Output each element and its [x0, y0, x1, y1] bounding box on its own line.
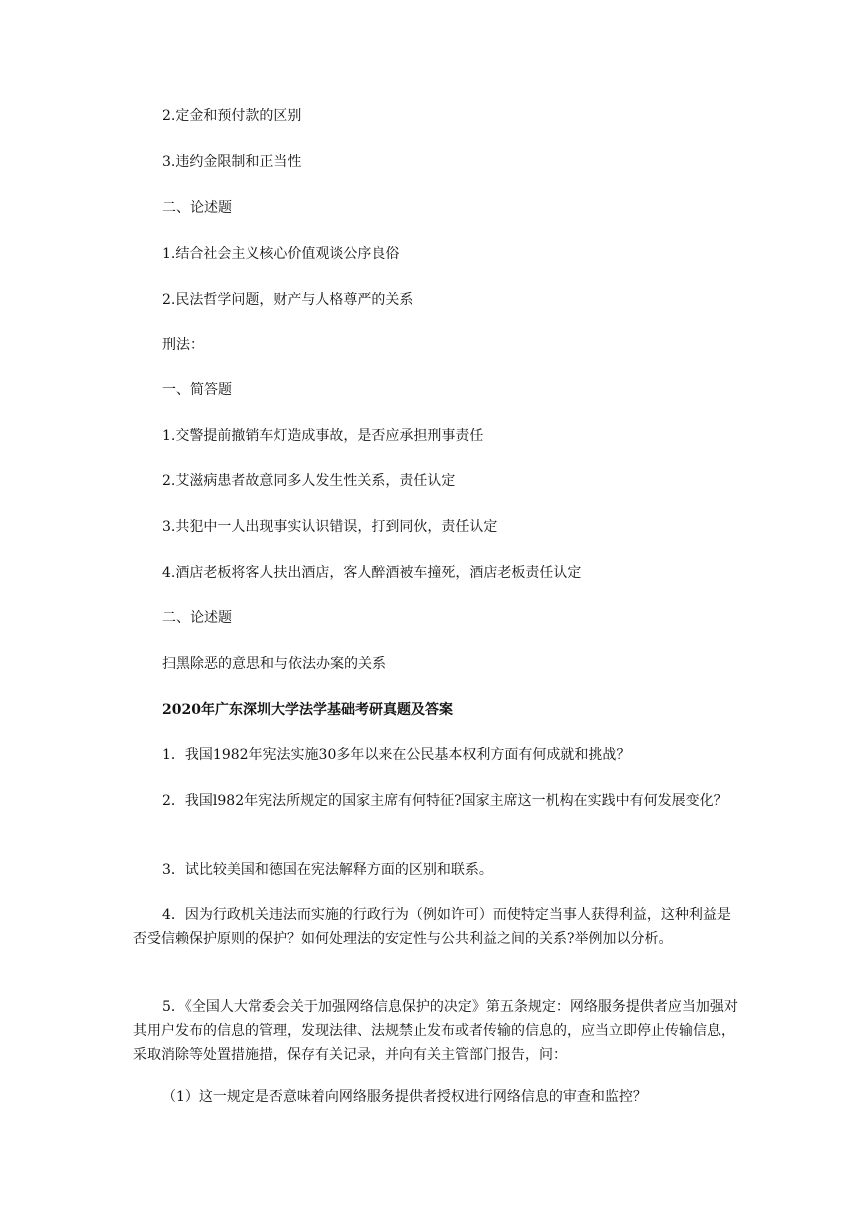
civil-law-essay-item-2: 2.民法哲学问题，财产与人格尊严的关系	[162, 292, 414, 308]
criminal-short-item-2: 2.艾滋病患者故意同多人发生性关系，责任认定	[162, 473, 456, 489]
criminal-short-heading: 一、简答题	[162, 382, 232, 398]
question-4: 4．因为行政机关违法而实施的行政行为（例如许可）而使特定当事人获得利益，这种利益是否受信赖保护原则的保护？如何处理法的安定性与公共利益之间的关系?举例加以分析。	[133, 907, 731, 947]
civil-law-item-2: 2.定金和预付款的区别	[162, 108, 302, 124]
question-5: 5．《全国人大常委会关于加强网络信息保护的决定》第五条规定：网络服务提供者应当加强对其用户发布的信息的管理，发现法律、法规禁止发布或者传输的信息的，应当立即停止传输信息，采取消除等处置措施措，保存有关记录，并向有关主管部门报告，问：	[133, 999, 738, 1063]
civil-law-essay-heading: 二、论述题	[162, 200, 232, 216]
criminal-short-item-4: 4.酒店老板将客人扶出酒店，客人醉酒被车撞死，酒店老板责任认定	[162, 565, 582, 581]
criminal-short-item-1: 1.交警提前撤销车灯造成事故，是否应承担刑事责任	[162, 428, 484, 444]
section-title: 2020年广东深圳大学法学基础考研真题及答案	[162, 702, 453, 718]
sub-question-1: （1）这一规定是否意味着向网络服务提供者授权进行网络信息的审查和监控？	[162, 1089, 647, 1105]
question-3: 3．试比较美国和德国在宪法解释方面的区别和联系。	[162, 862, 493, 878]
criminal-essay-item: 扫黑除恶的意思和与依法办案的关系	[162, 656, 386, 672]
criminal-law-title: 刑法：	[162, 337, 204, 353]
criminal-short-item-3: 3.共犯中一人出现事实认识错误，打到同伙，责任认定	[162, 519, 498, 535]
criminal-essay-heading: 二、论述题	[162, 610, 232, 626]
civil-law-item-3: 3.违约金限制和正当性	[162, 154, 302, 170]
question-1: 1．我国1982年宪法实施30多年以来在公民基本权利方面有何成就和挑战？	[162, 747, 631, 763]
question-2: 2．我国l982年宪法所规定的国家主席有何特征?国家主席这一机构在实践中有何发展变化？	[162, 793, 728, 809]
civil-law-essay-item-1: 1.结合社会主义核心价值观谈公序良俗	[162, 246, 400, 262]
